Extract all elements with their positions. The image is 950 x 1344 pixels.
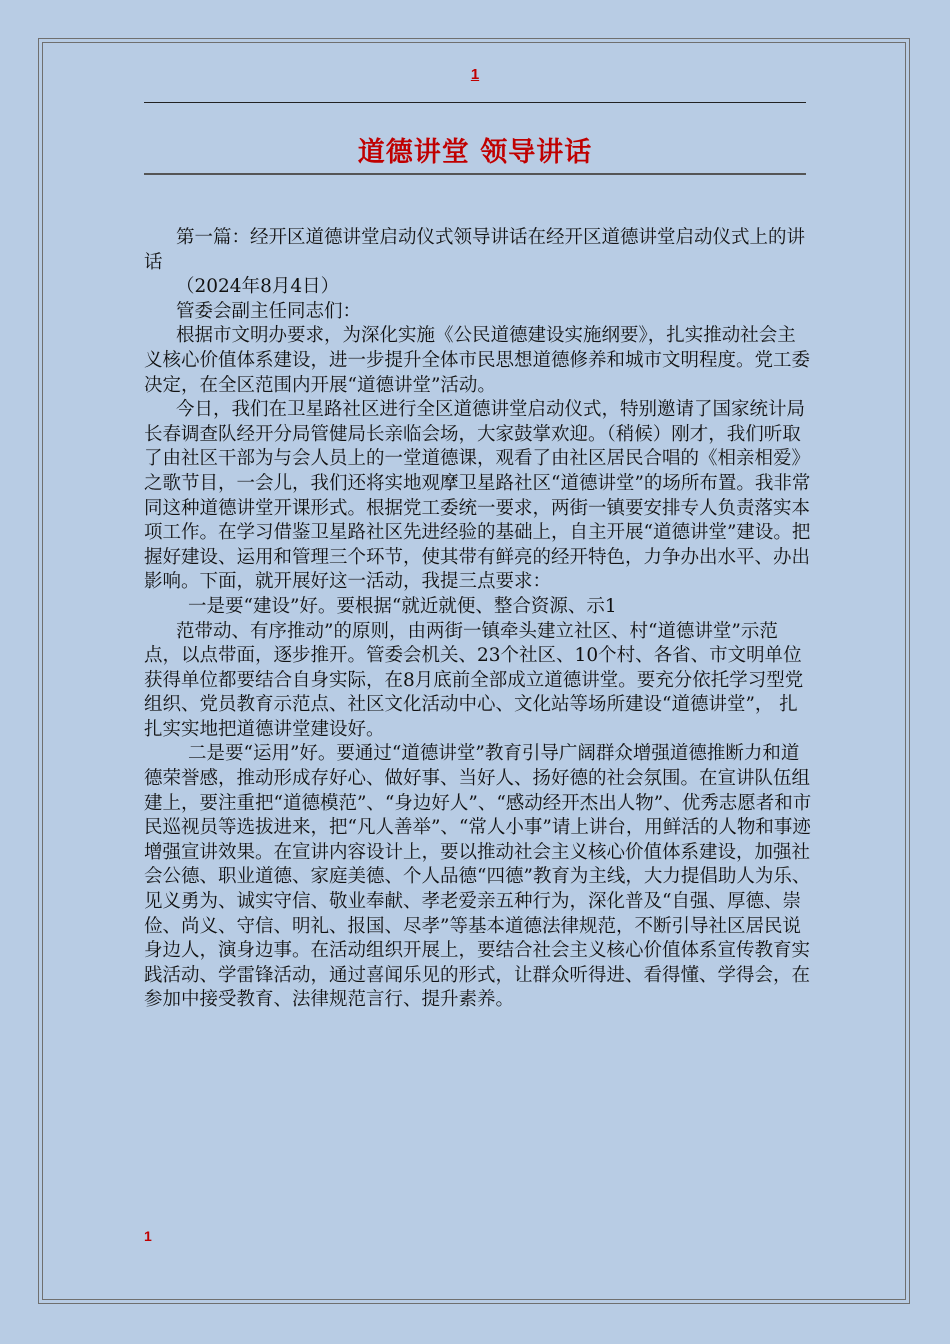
footer-page-number: 1 (144, 1228, 152, 1244)
body-paragraph: 今日，我们在卫星路社区进行全区道德讲堂启动仪式，特别邀请了国家统计局长春调查队经开分局管健局长亲临会场，大家鼓掌欢迎。（稍候）刚才，我们听取了由社区干部为与会人员上的一堂道德课，观看了由社区居民合唱的《相亲相爱》之歌节目，一会儿，我们还将实地观摩卫星路社区“道德讲堂”的场所布置。我非常同这种道德讲堂开课形式。根据党工委统一要求，两街一镇要安排专人负责落实本项工作。在学习借鉴卫星路社区先进经验的基础上，自主开展“道德讲堂”建设。把握好建设、运用和管理三个环节，使其带有鲜亮的经开特色，力争办出水平、办出影响。下面，就开展好这一活动，我提三点要求： (144, 399, 811, 593)
body-paragraph: 一是要“建设”好。要根据“就近就便、整合资源、示1 (188, 595, 617, 617)
body-paragraph: 管委会副主任同志们： (176, 300, 362, 322)
title-rule (144, 173, 806, 175)
document-title: 道德讲堂 领导讲话 (357, 137, 593, 168)
header-page-number: 1 (470, 66, 480, 83)
body-paragraph: 第一篇：经开区道德讲堂启动仪式领导讲话在经开区道德讲堂启动仪式上的讲话 (144, 227, 806, 273)
body-paragraph: （2024年8月4日） (176, 276, 340, 298)
header-rule (144, 102, 806, 103)
body-paragraph: 二是要“运用”好。要通过“道德讲堂”教育引导广阔群众增强道德推断力和道德荣誉感，推动形成存好心、做好事、当好人、扬好德的社会氛围。在宣讲队伍组建上，要注重把“道德模范”、“身边好人”、“感动经开杰出人物”、优秀志愿者和市民巡视员等选拔进来，把“凡人善举”、“常人小事”请上讲台，用鲜活的人物和事迹增强宣讲效果。在宣讲内容设计上，要以推动社会主义核心价值体系建设，加强社会公德、职业道德、家庭美德、个人品德“四德”教育为主线，大力提倡助人为乐、见义勇为、诚实守信、敬业奉献、孝老爱亲五种行为，深化普及“自强、厚德、崇俭、尚义、守信、明礼、报国、尽孝”等基本道德法律规范，不断引导社区居民说身边人，演身边事。在活动组织开展上，要结合社会主义核心价值体系宣传教育实践活动、学雷锋活动，通过喜闻乐见的形式，让群众听得进、看得懂、学得会，在参加中接受教育、法律规范言行、提升素养。 (144, 743, 812, 1011)
body-paragraph: 范带动、有序推动”的原则，由两街一镇牵头建立社区、村“道德讲堂”示范点，以点带面，逐步推开。管委会机关、23个社区、10个村、各省、市文明单位获得单位都要结合自身实际，在8月底前全部成立道德讲堂。要充分依托学习型党组织、党员教育示范点、社区文化活动中心、文化站等场所建设“道德讲堂”， 扎扎实实地把道德讲堂建设好。 (144, 620, 804, 740)
document-body (144, 226, 812, 1013)
body-paragraph: 根据市文明办要求，为深化实施《公民道德建设实施纲要》，扎实推动社会主义核心价值体系建设，进一步提升全体市民思想道德修养和城市文明程度。党工委决定，在全区范围内开展“道德讲堂”活动。 (144, 325, 811, 396)
